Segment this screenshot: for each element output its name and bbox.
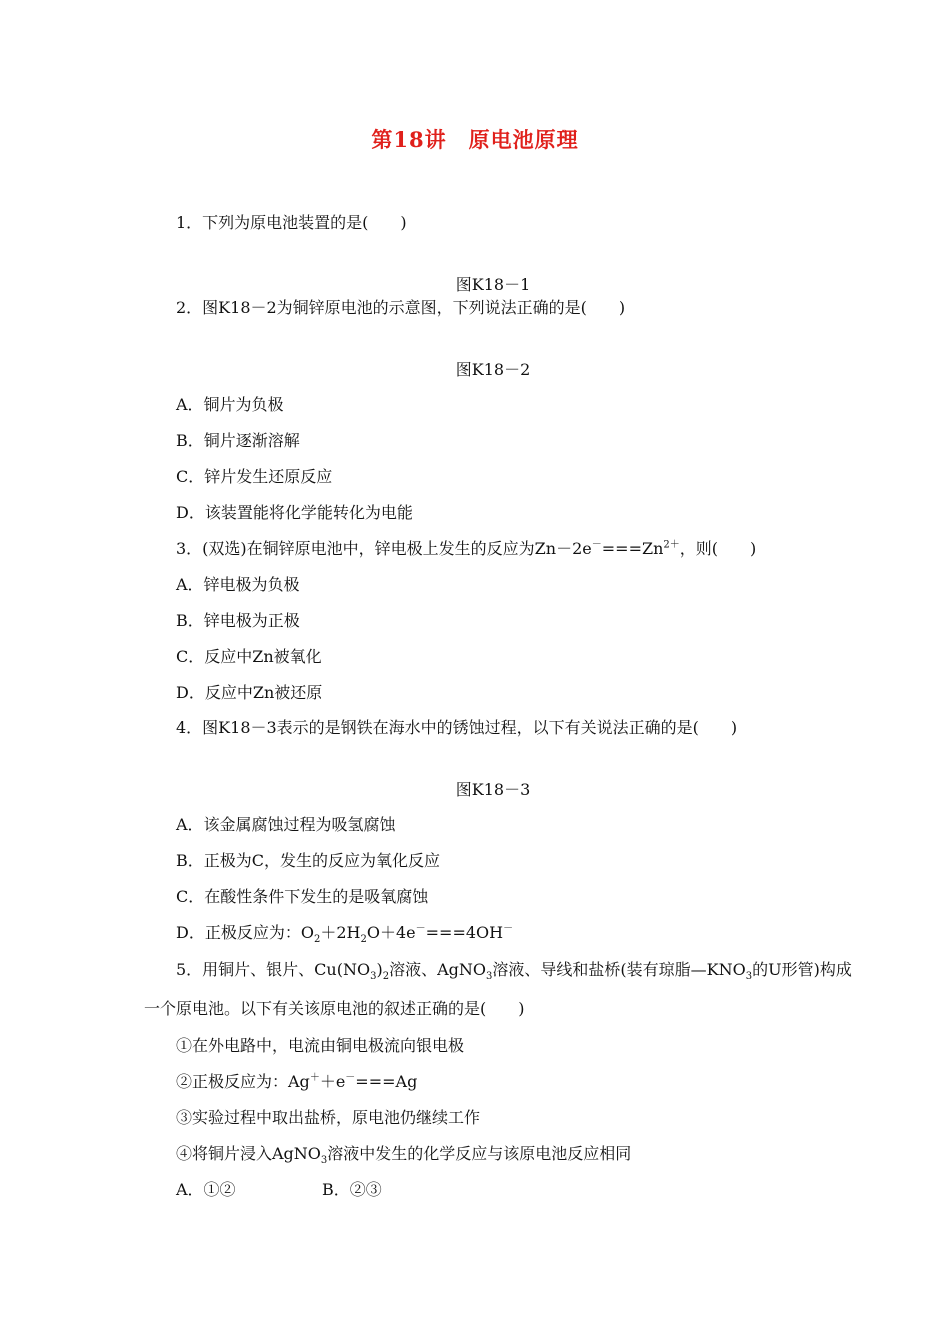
question-5-option-a: A．①② bbox=[176, 1180, 236, 1199]
question-1-stem: 1．下列为原电池装置的是( ) bbox=[176, 213, 407, 232]
question-5-options bbox=[176, 1180, 382, 1200]
question-2-option-a: A．铜片为负极 bbox=[176, 395, 284, 414]
question-3-stem: 3．(双选)在铜锌原电池中，锌电极上发生的反应为$Zn-2e^-===Zn^{2+}$，则( ) bbox=[176, 539, 757, 558]
figure-caption-k18-1: 图K18－1 bbox=[455, 275, 531, 294]
question-4-option-c: C．在酸性条件下发生的是吸氧腐蚀 bbox=[176, 887, 429, 906]
question-5-statement-3: ③实验过程中取出盐桥，原电池仍继续工作 bbox=[176, 1108, 481, 1127]
question-4-option-b: B．正极为C，发生的反应为氧化反应 bbox=[176, 851, 441, 870]
question-3-option-c: C．反应中Zn被氧化 bbox=[176, 647, 322, 666]
question-3-option-a: A．锌电极为负极 bbox=[176, 575, 300, 594]
question-2-option-b: B．铜片逐渐溶解 bbox=[176, 431, 300, 450]
question-5-statement-2: ②正极反应为：Ag＋＋e－===Ag bbox=[176, 1072, 418, 1091]
question-2-option-d: D．该装置能将化学能转化为电能 bbox=[176, 503, 413, 522]
question-5-stem-line-1: 5．用铜片、银片、$Cu(NO_3)_2$溶液、AgNO$_3$溶液、导线和盐桥(装有琼脂$—KNO_3$的U形管)构成 bbox=[176, 960, 852, 983]
question-3-option-b: B．锌电极为正极 bbox=[176, 611, 300, 630]
page-title: 第18讲 原电池原理 bbox=[371, 127, 579, 152]
question-4-option-a: A．该金属腐蚀过程为吸氢腐蚀 bbox=[176, 815, 396, 834]
question-3-option-d: D．反应中Zn被还原 bbox=[176, 683, 323, 702]
question-4-stem: 4．图K18－3表示的是钢铁在海水中的锈蚀过程，以下有关说法正确的是( ) bbox=[176, 718, 738, 737]
figure-caption-k18-2: 图K18－2 bbox=[455, 360, 531, 379]
question-5-option-b: B．②③ bbox=[322, 1180, 382, 1199]
question-2-option-c: C．锌片发生还原反应 bbox=[176, 467, 333, 486]
question-5-statement-1: ①在外电路中，电流由铜电极流向银电极 bbox=[176, 1036, 465, 1055]
figure-caption-k18-3: 图K18－3 bbox=[455, 780, 531, 799]
question-2-stem: 2．图K18－2为铜锌原电池的示意图，下列说法正确的是( ) bbox=[176, 298, 626, 317]
question-5-statement-4: ④将铜片浸入AgNO$_3$溶液中发生的化学反应与该原电池反应相同 bbox=[176, 1144, 632, 1167]
question-5-stem-line-2: 一个原电池。以下有关该原电池的叙述正确的是( ) bbox=[144, 999, 525, 1018]
question-4-option-d: D．正极反应为：$O_2+2H_2O+4e^-===4OH^-$ bbox=[176, 923, 514, 946]
